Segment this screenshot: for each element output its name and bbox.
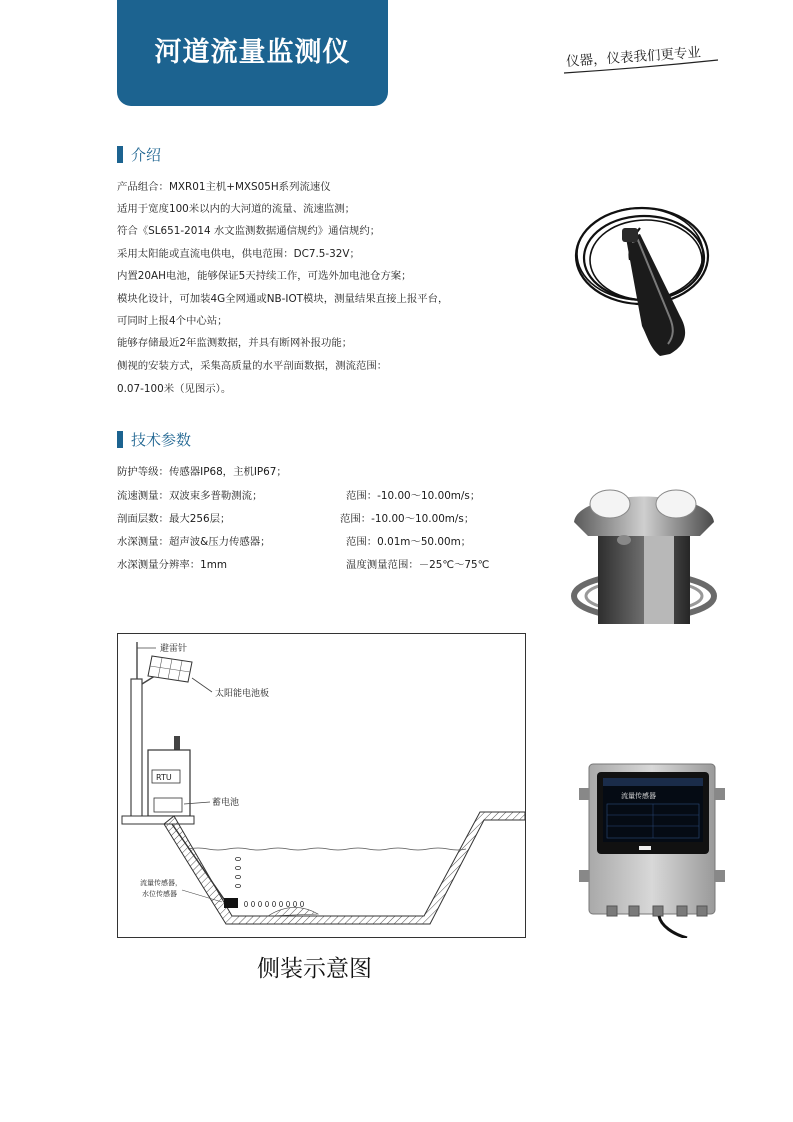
param-row-left: 防护等级：传感器IP68，主机IP67；	[117, 466, 287, 478]
host-controller-photo	[577, 758, 727, 938]
param-row-right: 范围：-10.00～10.00m/s；	[340, 513, 475, 525]
intro-line: 能够存储最近2年监测数据，并具有断网补报功能；	[117, 337, 353, 349]
title-banner	[117, 0, 388, 106]
param-row-left: 水深测量：超声波&压力传感器；	[117, 536, 271, 548]
param-row-left: 剖面层数：最大256层；	[117, 513, 231, 525]
intro-line: 产品组合：MXR01主机+MXS05H系列流速仪	[117, 181, 331, 193]
page-title: 河道流量监测仪	[154, 37, 351, 68]
sensor-icon	[224, 898, 238, 908]
section-marker	[117, 431, 123, 448]
intro-line: 侧视的安装方式，采集高质量的水平剖面数据，测流范围：	[117, 360, 388, 372]
flow-sensor-cable-photo	[570, 198, 720, 360]
param-row-left: 水深测量分辨率：1mm	[117, 559, 227, 571]
solar-panel-icon	[148, 656, 192, 682]
battery-label: 蓄电池	[212, 798, 240, 808]
slogan-text: 仪器，仪表我们更专业	[565, 44, 702, 70]
intro-line: 内置20AH电池，能够保证5天持续工作，可选外加电池仓方案；	[117, 270, 412, 282]
sensor-label-2: 水位传感器	[142, 890, 177, 898]
intro-line: 适用于宽度100米以内的大河道的流量、流速监测；	[117, 203, 356, 215]
sensor-label-1: 流量传感器，	[140, 879, 182, 887]
diagram-caption: 侧装示意图	[257, 956, 372, 982]
acoustic-beam-icon	[235, 857, 303, 906]
slogan	[562, 42, 722, 78]
intro-line: 采用太阳能或直流电供电，供电范围：DC7.5-32V；	[117, 248, 360, 260]
intro-line: 0.07-100米（见图示）。	[117, 383, 232, 395]
param-row-right: 范围：0.01m～50.00m；	[346, 536, 472, 548]
param-row-right: 范围：-10.00～10.00m/s；	[346, 490, 481, 502]
rtu-label: RTU	[156, 773, 172, 782]
intro-heading-text: 介绍	[131, 146, 162, 164]
intro-line: 模块化设计，可加装4G全网通或NB-IOT模块，测量结果直接上报平台，	[117, 293, 449, 305]
params-heading-text: 技术参数	[131, 431, 192, 449]
installation-diagram-drawing	[118, 634, 525, 937]
doppler-sensor-photo	[568, 478, 720, 624]
solar-panel-label: 太阳能电池板	[215, 689, 270, 699]
lightning-rod-label: 避雷针	[160, 644, 188, 654]
section-marker	[117, 146, 123, 163]
intro-line: 可同时上报4个中心站；	[117, 315, 228, 327]
param-row-left: 流速测量：双波束多普勒测流；	[117, 490, 263, 502]
param-row-right: 温度测量范围：－25℃～75℃	[346, 559, 490, 571]
intro-line: 符合《SL651-2014 水文监测数据通信规约》通信规约；	[117, 225, 381, 237]
monitor-screen-title: 流量传感器	[621, 792, 656, 800]
installation-diagram	[117, 633, 526, 938]
